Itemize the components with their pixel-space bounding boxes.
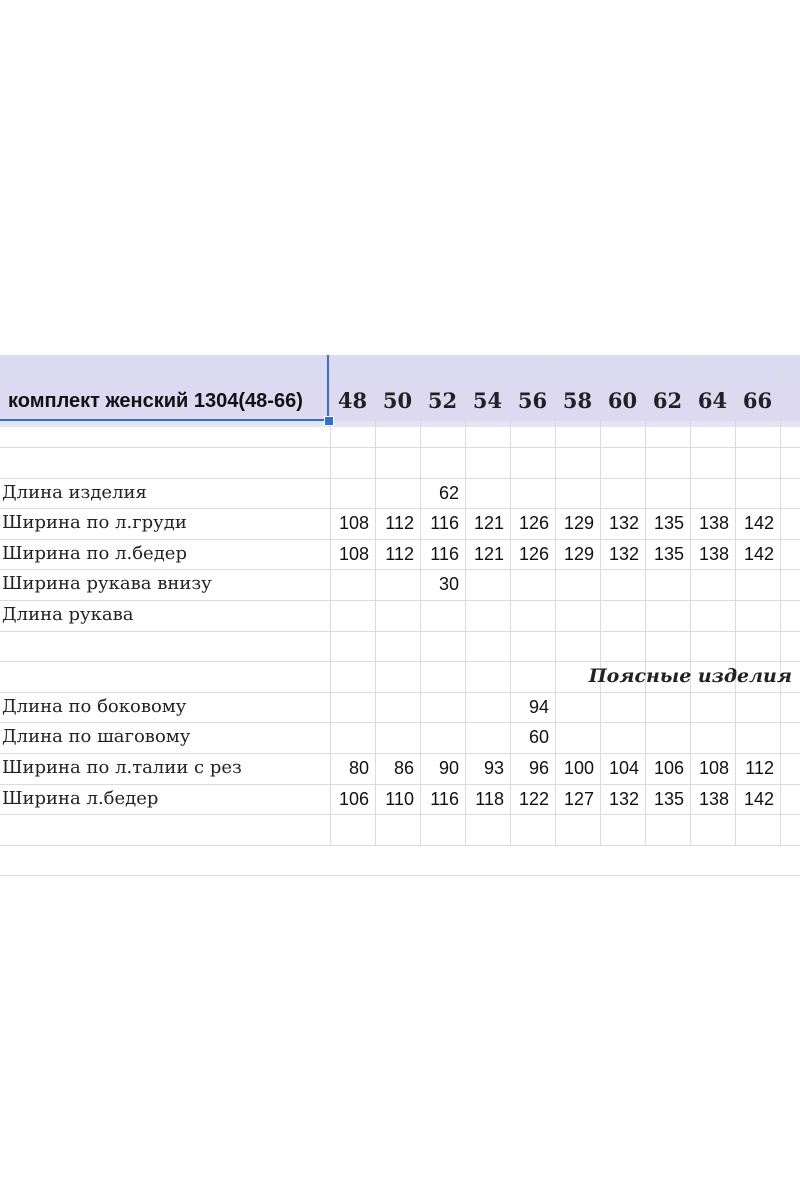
value-cell[interactable]: 127 <box>563 789 594 809</box>
header-band-top <box>0 355 800 381</box>
value-cell[interactable]: 112 <box>385 544 414 564</box>
value-cell[interactable]: 106 <box>653 758 684 778</box>
size-header-cell[interactable]: 60 <box>607 388 638 413</box>
value-cell[interactable]: 129 <box>563 544 594 564</box>
section-heading[interactable]: Поясные изделия <box>588 665 792 687</box>
value-cell[interactable]: 108 <box>338 544 369 564</box>
row-label[interactable]: Длина изделия <box>2 482 147 503</box>
row-label[interactable]: Ширина л.бедер <box>2 788 159 809</box>
row-label[interactable]: Ширина рукава внизу <box>2 573 212 594</box>
value-cell[interactable]: 90 <box>438 758 459 778</box>
size-header-cell[interactable]: 62 <box>652 388 683 413</box>
value-cell[interactable]: 106 <box>338 789 369 809</box>
value-cell[interactable]: 112 <box>745 758 774 778</box>
value-cell[interactable]: 121 <box>473 513 504 533</box>
value-cell[interactable]: 121 <box>473 544 504 564</box>
value-cell[interactable]: 132 <box>608 789 639 809</box>
value-cell[interactable]: 138 <box>698 544 729 564</box>
size-header-cell[interactable]: 50 <box>382 388 413 413</box>
value-cell[interactable]: 126 <box>518 513 549 533</box>
row-label[interactable]: Ширина по л.груди <box>2 512 187 533</box>
value-cell[interactable]: 94 <box>528 697 549 717</box>
value-cell[interactable]: 116 <box>430 789 459 809</box>
row-label[interactable]: Длина по шаговому <box>2 726 191 747</box>
grid-hline <box>0 814 800 815</box>
value-cell[interactable]: 104 <box>608 758 639 778</box>
value-cell[interactable]: 126 <box>518 544 549 564</box>
spreadsheet-grid <box>0 355 800 845</box>
value-cell[interactable]: 142 <box>743 789 774 809</box>
size-header-cell[interactable]: 48 <box>337 388 368 413</box>
value-cell[interactable]: 116 <box>430 544 459 564</box>
size-header-cell[interactable]: 54 <box>472 388 503 413</box>
selection-border <box>327 355 329 421</box>
value-cell[interactable]: 96 <box>528 758 549 778</box>
value-cell[interactable]: 142 <box>743 544 774 564</box>
value-cell[interactable]: 122 <box>518 789 549 809</box>
row-label[interactable]: Длина рукава <box>2 604 134 625</box>
value-cell[interactable]: 132 <box>608 513 639 533</box>
value-cell[interactable]: 93 <box>483 758 504 778</box>
value-cell[interactable]: 112 <box>385 513 414 533</box>
value-cell[interactable]: 135 <box>653 513 684 533</box>
value-cell[interactable]: 30 <box>438 574 459 594</box>
value-cell[interactable]: 116 <box>430 513 459 533</box>
header-band-gap <box>0 421 800 427</box>
size-header-cell[interactable]: 52 <box>427 388 458 413</box>
value-cell[interactable]: 138 <box>698 789 729 809</box>
value-cell[interactable]: 80 <box>348 758 369 778</box>
size-header-cell[interactable]: 56 <box>517 388 548 413</box>
value-cell[interactable]: 118 <box>475 789 504 809</box>
size-header-cell[interactable]: 58 <box>562 388 593 413</box>
value-cell[interactable]: 62 <box>438 483 459 503</box>
size-header-cell[interactable]: 66 <box>742 388 773 413</box>
value-cell[interactable]: 110 <box>385 789 414 809</box>
value-cell[interactable]: 132 <box>608 544 639 564</box>
value-cell[interactable]: 86 <box>393 758 414 778</box>
grid-hline <box>0 631 800 632</box>
value-cell[interactable]: 135 <box>653 544 684 564</box>
value-cell[interactable]: 129 <box>563 513 594 533</box>
row-label[interactable]: Длина по боковому <box>2 696 187 717</box>
value-cell[interactable]: 108 <box>698 758 729 778</box>
row-label[interactable]: Ширина по л.бедер <box>2 543 187 564</box>
value-cell[interactable]: 108 <box>338 513 369 533</box>
grid-hline <box>0 875 800 876</box>
value-cell[interactable]: 142 <box>743 513 774 533</box>
grid-hline <box>0 845 800 846</box>
value-cell[interactable]: 60 <box>528 727 549 747</box>
grid-hline <box>0 447 800 448</box>
row-label[interactable]: Ширина по л.талии с рез <box>2 757 242 778</box>
size-header-cell[interactable]: 64 <box>697 388 728 413</box>
selected-title-cell[interactable]: комплект женский 1304(48-66) <box>0 381 328 421</box>
value-cell[interactable]: 138 <box>698 513 729 533</box>
value-cell[interactable]: 135 <box>653 789 684 809</box>
value-cell[interactable]: 100 <box>563 758 594 778</box>
